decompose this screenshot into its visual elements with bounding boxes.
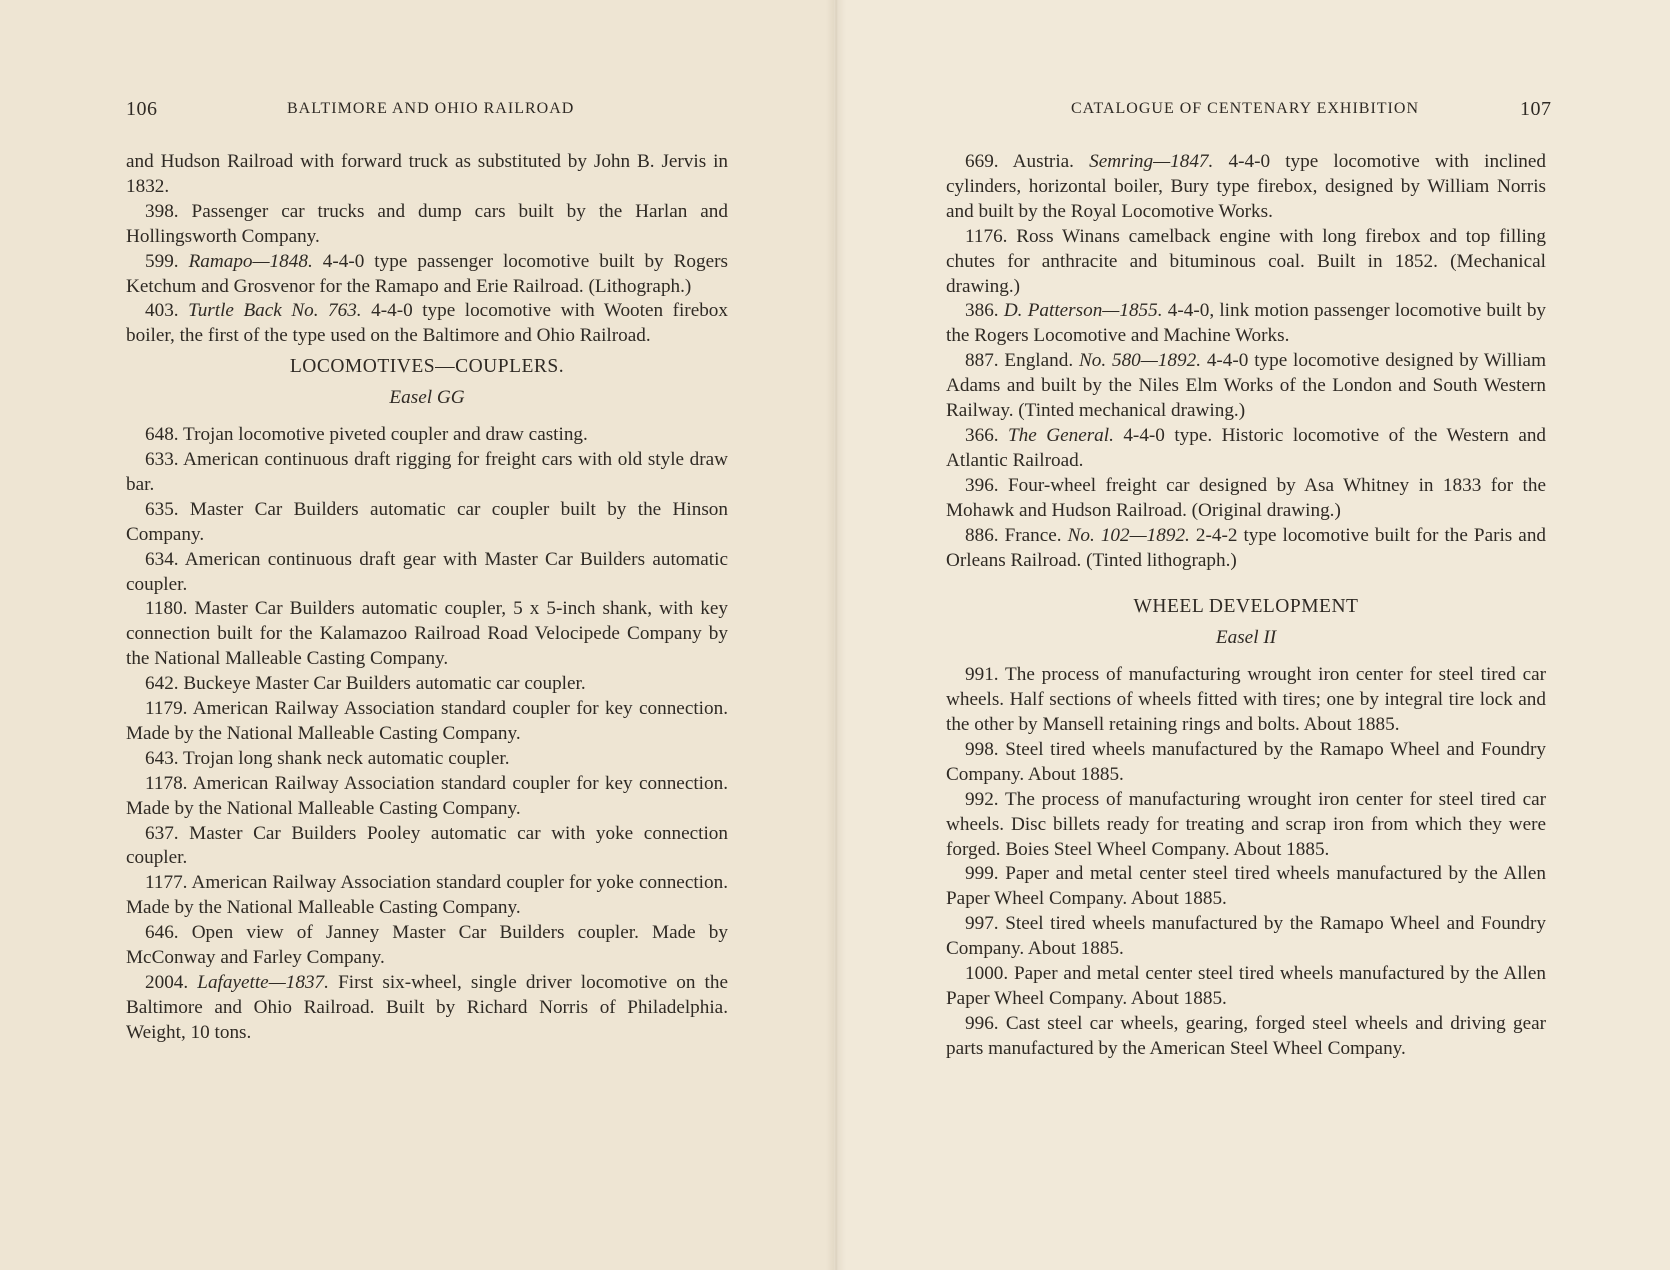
entry: 646. Open view of Janney Master Car Builders coupler. Made by McConway and Farley Company. xyxy=(126,922,728,969)
entry: 1179. American Railway Association standard coupler for key connection. Made by the National Malleable Casting Company. xyxy=(126,698,728,744)
section-heading: LOCOMOTIVES—COUPLERS. xyxy=(289,356,565,378)
page-number: 107 xyxy=(1520,98,1552,120)
entry: 366. The General. 4-4-0 type. Historic locomotive of the Western and Atlantic Railroad. xyxy=(946,424,1547,471)
entry: 991. The process of manufacturing wrought iron center for steel tired car wheels. Half sections of wheels fitted with tires; one by integral tire lock and the other by Mansell retaining rings and bolts. About 1885. xyxy=(946,664,1546,736)
entry: 999. Paper and metal center steel tired wheels manufactured by the Allen Paper Wheel Company. About 1885. xyxy=(946,863,1546,910)
entry: 998. Steel tired wheels manufactured by the Ramapo Wheel and Foundry Company. About 1885. xyxy=(946,738,1546,785)
entry: 643. Trojan long shank neck automatic coupler. xyxy=(145,747,510,769)
entry: 637. Master Car Builders Pooley automatic car with yoke connection coupler. xyxy=(126,822,728,869)
entry: 398. Passenger car trucks and dump cars built by the Harlan and Hollingsworth Company. xyxy=(126,200,728,247)
entry: 1176. Ross Winans camelback engine with long firebox and top filling chutes for anthracite and bituminous coal. Built in 1852. (Mechanical drawing.) xyxy=(946,225,1546,297)
entry: 996. Cast steel car wheels, gearing, forged steel wheels and driving gear parts manufactured by the American Steel Wheel Company. xyxy=(946,1012,1546,1059)
entry: 633. American continuous draft rigging for freight cars with old style draw bar. xyxy=(126,448,728,495)
running-head-title: CATALOGUE OF CENTENARY EXHIBITION xyxy=(1071,100,1419,117)
left-text-column xyxy=(126,150,728,1046)
entry: 997. Steel tired wheels manufactured by the Ramapo Wheel and Foundry Company. About 1885. xyxy=(946,913,1546,960)
entry: 386. D. Patterson—1855. 4-4-0, link motion passenger locomotive built by the Rogers Locomotive and Machine Works. xyxy=(946,300,1547,347)
section-easel: Easel GG xyxy=(389,387,465,409)
book-gutter xyxy=(826,0,846,1270)
entry: 1177. American Railway Association standard coupler for yoke connection. Made by the National Malleable Casting Company. xyxy=(126,872,728,919)
entry: 634. American continuous draft gear with Master Car Builders automatic coupler. xyxy=(126,548,728,595)
entry: 887. England. No. 580—1892. 4-4-0 type locomotive designed by William Adams and built by the Niles Elm Works of the London and South Western Railway. (Tinted mechanical drawing.) xyxy=(946,350,1546,422)
entry: 642. Buckeye Master Car Builders automatic car coupler. xyxy=(145,673,586,695)
entry: 396. Four-wheel freight car designed by Asa Whitney in 1833 for the Mohawk and Hudson Railroad. (Original drawing.) xyxy=(946,474,1546,521)
right-page xyxy=(834,0,1670,1270)
left-page xyxy=(0,0,834,1270)
entry: 2004. Lafayette—1837. First six-wheel, single driver locomotive on the Baltimore and Ohio Railroad. Built by Richard Norris of Philadelphia. Weight, 10 tons. xyxy=(126,972,728,1043)
entry: 1178. American Railway Association standard coupler for key connection. Made by the National Malleable Casting Company. xyxy=(126,772,728,819)
section-easel: Easel II xyxy=(1215,627,1277,649)
entry: 403. Turtle Back No. 763. 4-4-0 type locomotive with Wooten firebox boiler, the first of the type used on the Baltimore and Ohio Railroad. xyxy=(126,300,728,347)
entry: 648. Trojan locomotive piveted coupler and draw casting. xyxy=(145,424,588,446)
entry: 669. Austria. Semring—1847. 4-4-0 type locomotive with inclined cylinders, horizontal boiler, Bury type firebox, designed by William Norris and built by the Royal Locomotive Works. xyxy=(946,151,1546,222)
entry: 1000. Paper and metal center steel tired wheels manufactured by the Allen Paper Wheel Company. About 1885. xyxy=(946,963,1546,1009)
entry: 635. Master Car Builders automatic car coupler built by the Hinson Company. xyxy=(126,498,728,545)
entry: 599. Ramapo—1848. 4-4-0 type passenger locomotive built by Rogers Ketchum and Grosvenor for the Ramapo and Erie Railroad. (Lithograph.) xyxy=(126,250,728,297)
entry: 1180. Master Car Builders automatic coupler, 5 x 5-inch shank, with key connection built for the Kalamazoo Railroad Road Velocipede Company by the National Malleable Casting Company. xyxy=(126,598,728,670)
page-number: 106 xyxy=(126,98,158,120)
entry: 886. France. No. 102—1892. 2-4-2 type locomotive built for the Paris and Orleans Railroad. (Tinted lithograph.) xyxy=(946,524,1547,571)
entry: and Hudson Railroad with forward truck as substituted by John B. Jervis in 1832. xyxy=(126,151,728,197)
entry: 992. The process of manufacturing wrought iron center for steel tired car wheels. Disc billets ready for treating and scrap iron from which they were forged. Boies Steel Wheel Company. About 1885. xyxy=(946,788,1546,860)
running-head-title: BALTIMORE AND OHIO RAILROAD xyxy=(287,100,575,117)
right-text-column xyxy=(946,150,1546,1062)
section-heading: WHEEL DEVELOPMENT xyxy=(1133,596,1359,618)
